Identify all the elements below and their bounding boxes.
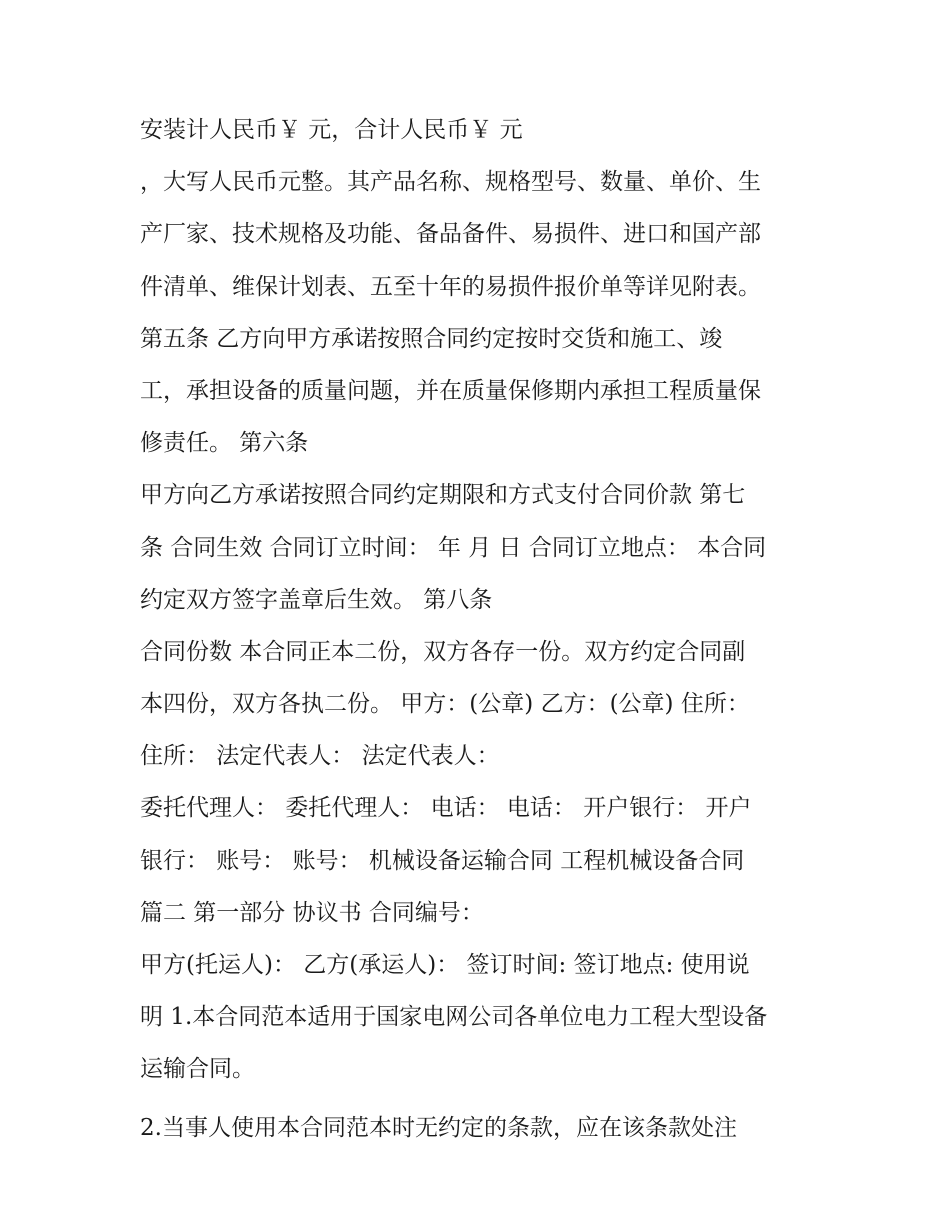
text-line: 条 合同生效 合同订立时间： 年 月 日 合同订立地点： 本合同 (140, 534, 767, 561)
text-line: 明 1.本合同范本适用于国家电网公司各单位电力工程大型设备 (140, 1004, 768, 1031)
text-line: 件清单、维保计划表、五至十年的易损件报价单等详见附表。 (140, 273, 761, 300)
text-line: 产厂家、技术规格及功能、备品备件、易损件、进口和国产部 (140, 221, 761, 248)
text-line: 甲方(托运人)： 乙方(承运人)： 签订时间: 签订地点: 使用说 (140, 952, 750, 978)
text-line: 银行： 账号： 账号： 机械设备运输合同 工程机械设备合同 (140, 847, 745, 874)
text-line: 合同份数 本合同正本二份，双方各存一份。双方约定合同副 (140, 638, 746, 665)
text-line: 安装计人民币￥ 元，合计人民币￥ 元 (140, 117, 523, 143)
text-line: 2.当事人使用本合同范本时无约定的条款，应在该条款处注 (140, 1114, 737, 1141)
text-line: 运输合同。 (140, 1056, 255, 1083)
text-line: 委托代理人： 委托代理人： 电话： 电话： 开户银行： 开户 (140, 795, 752, 822)
text-line: 第五条 乙方向甲方承诺按照合同约定按时交货和施工、竣 (140, 325, 723, 352)
text-line: 住所： 法定代表人： 法定代表人： (140, 743, 500, 770)
text-line: 修责任。 第六条 (140, 430, 309, 457)
text-line: ，大写人民币元整。其产品名称、规格型号、数量、单价、生 (140, 169, 761, 196)
text-line: 工，承担设备的质量问题，并在质量保修期内承担工程质量保 (140, 377, 761, 404)
text-line: 甲方向乙方承诺按照合同约定期限和方式支付合同价款 第七 (140, 482, 746, 509)
text-line: 篇二 第一部分 协议书 合同编号： (140, 899, 484, 926)
text-line: 本四份，双方各执二份。 甲方：(公章) 乙方：(公章) 住所： (140, 691, 750, 718)
text-line: 约定双方签字盖章后生效。 第八条 (140, 586, 493, 613)
document-body (140, 108, 820, 1158)
